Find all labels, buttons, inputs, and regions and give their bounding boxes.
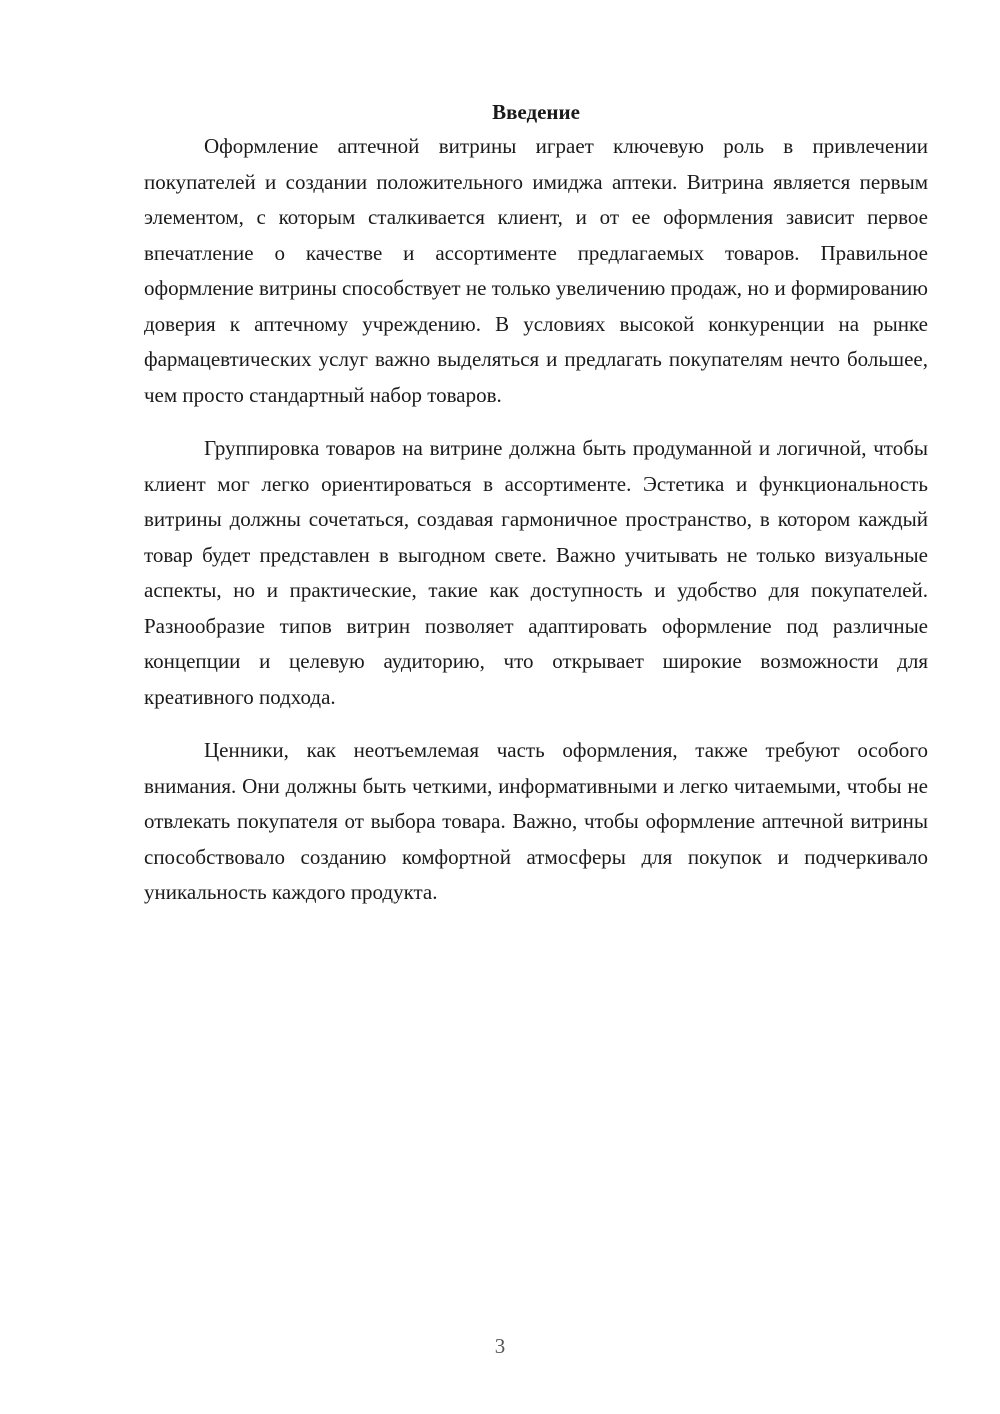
paragraph: Оформление аптечной витрины играет ключевую роль в привлечении покупателей и создании положительного имиджа аптеки. Витрина является первым элементом, с которым сталкивается клиент, и от ее оформления зависит первое впечатление о качестве и ассортименте предлагаемых товаров. Правильное оформление витрины способствует не только увеличению продаж, но и формированию доверия к аптечному учреждению. В условиях высокой конкуренции на рынке фармацевтических услуг важно выделяться и предлагать покупателям нечто большее, чем просто стандартный набор товаров. — [144, 134, 928, 407]
page-body — [144, 96, 928, 929]
section-title: Введение — [492, 100, 580, 124]
paragraph: Ценники, как неотъемлемая часть оформления, также требуют особого внимания. Они должны быть четкими, информативными и легко читаемыми, чтобы не отвлекать покупателя от выбора товара. Важно, чтобы оформление аптечной витрины способствовало созданию комфортной атмосферы для покупок и подчеркивало уникальность каждого продукта. — [144, 738, 928, 904]
paragraph: Группировка товаров на витрине должна быть продуманной и логичной, чтобы клиент мог легко ориентироваться в ассортименте. Эстетика и функциональность витрины должны сочетаться, создавая гармоничное пространство, в котором каждый товар будет представлен в выгодном свете. Важно учитывать не только визуальные аспекты, но и практические, такие как доступность и удобство для покупателей. Разнообразие типов витрин позволяет адаптировать оформление под различные концепции и целевую аудиторию, что открывает широкие возможности для креативного подхода. — [144, 436, 928, 709]
page-number: 3 — [494, 1334, 506, 1358]
